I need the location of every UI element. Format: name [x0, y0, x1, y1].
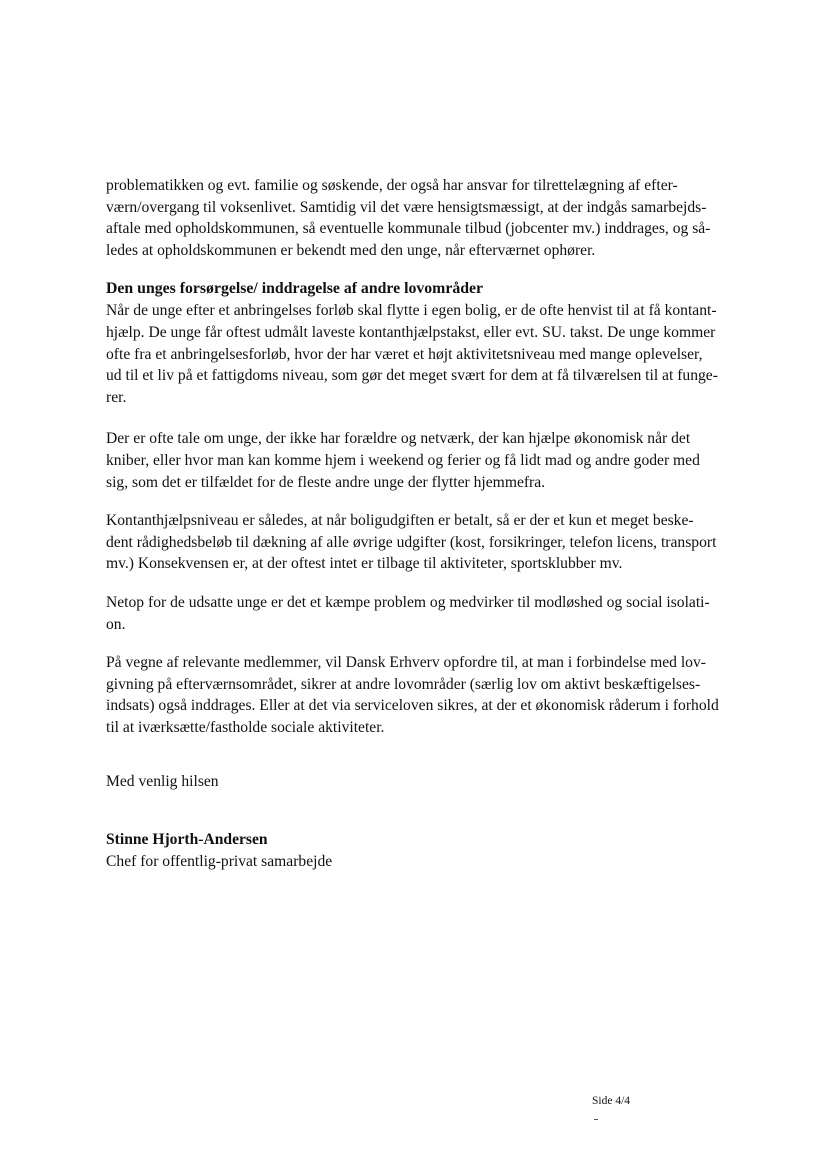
- text-line: På vegne af relevante medlemmer, vil Dansk Erhverv opfordre til, at man i forbindelse med lov-: [106, 654, 706, 672]
- closing-greeting: Med venlig hilsen: [106, 773, 219, 791]
- text-line: problematikken og evt. familie og søskende, der også har ansvar for tilrettelægning af efter-: [106, 177, 678, 194]
- paragraph-efterværn: [106, 175, 746, 261]
- signer-title: Chef for offentlig-privat samarbejde: [106, 852, 333, 870]
- text-line: hjælp. De unge får oftest udmålt laveste kontanthjælpstakst, eller evt. SU. takst. De unge kommer: [106, 323, 716, 341]
- section-heading: Den unges forsørgelse/ inddragelse af andre lovområder: [106, 280, 484, 298]
- section-forsørgelse: [106, 278, 746, 408]
- paragraph-netværk: [106, 428, 746, 493]
- page-number: Side 4/4: [592, 1095, 631, 1107]
- text-line: mv.) Konsekvensen er, at der oftest intet er tilbage til aktiviteter, sportsklubber mv.: [106, 555, 623, 573]
- letter-body: [106, 175, 746, 872]
- text-line: dent rådighedsbeløb til dækning af alle øvrige udgifter (kost, forsikringer, telefon licens, transport: [106, 533, 717, 551]
- text-line: aftale med opholdskommunen, så eventuelle kommunale tilbud (jobcenter mv.) inddrages, og så-: [106, 220, 711, 238]
- paragraph-kontanthjælp: [106, 510, 746, 575]
- text-line: rer.: [106, 388, 127, 406]
- text-line: til at iværksætte/fastholde sociale aktiviteter.: [106, 718, 385, 736]
- text-line: ud til et liv på et fattigdoms niveau, som gør det meget svært for dem at få tilværelsen til at funge-: [106, 367, 718, 385]
- signer-name: Stinne Hjorth-Andersen: [106, 831, 268, 849]
- text-line: kniber, eller hvor man kan komme hjem i weekend og ferier og få lidt mad og andre goder med: [106, 451, 700, 469]
- footer-dash-mark: [594, 1119, 598, 1120]
- text-line: Når de unge efter et anbringelses forløb skal flytte i egen bolig, er de ofte henvist til at få kontant-: [106, 302, 717, 320]
- text-line: værn/overgang til voksenlivet. Samtidig vil det være hensigtsmæssigt, at der indgås samarbejds-: [106, 198, 707, 216]
- text-line: sig, som det er tilfældet for de fleste andre unge der flytter hjemmefra.: [106, 473, 546, 491]
- text-line: indsats) også inddrages. Eller at det via serviceloven sikres, at der et økonomisk råderum i forhold: [106, 697, 719, 715]
- text-line: Kontanthjælpsniveau er således, at når boligudgiften er betalt, så er der et kun et meget beske-: [106, 512, 694, 530]
- paragraph-udsatte: [106, 592, 746, 635]
- text-line: ledes at opholdskommunen er bekendt med den unge, når efterværnet ophører.: [106, 241, 596, 259]
- text-line: ofte fra et anbringelsesforløb, hvor der har været et højt aktivitetsniveau med mange oplevelser,: [106, 345, 703, 363]
- text-line: Netop for de udsatte unge er det et kæmpe problem og medvirker til modløshed og social isolati-: [106, 593, 710, 611]
- text-line: Der er ofte tale om unge, der ikke har forældre og netværk, der kan hjælpe økonomisk når det: [106, 430, 691, 448]
- text-line: on.: [106, 615, 126, 633]
- paragraph-opfordring: [106, 652, 746, 738]
- text-line: givning på efterværnsområdet, sikrer at andre lovområder (særlig lov om aktivt beskæftigelses-: [106, 675, 701, 693]
